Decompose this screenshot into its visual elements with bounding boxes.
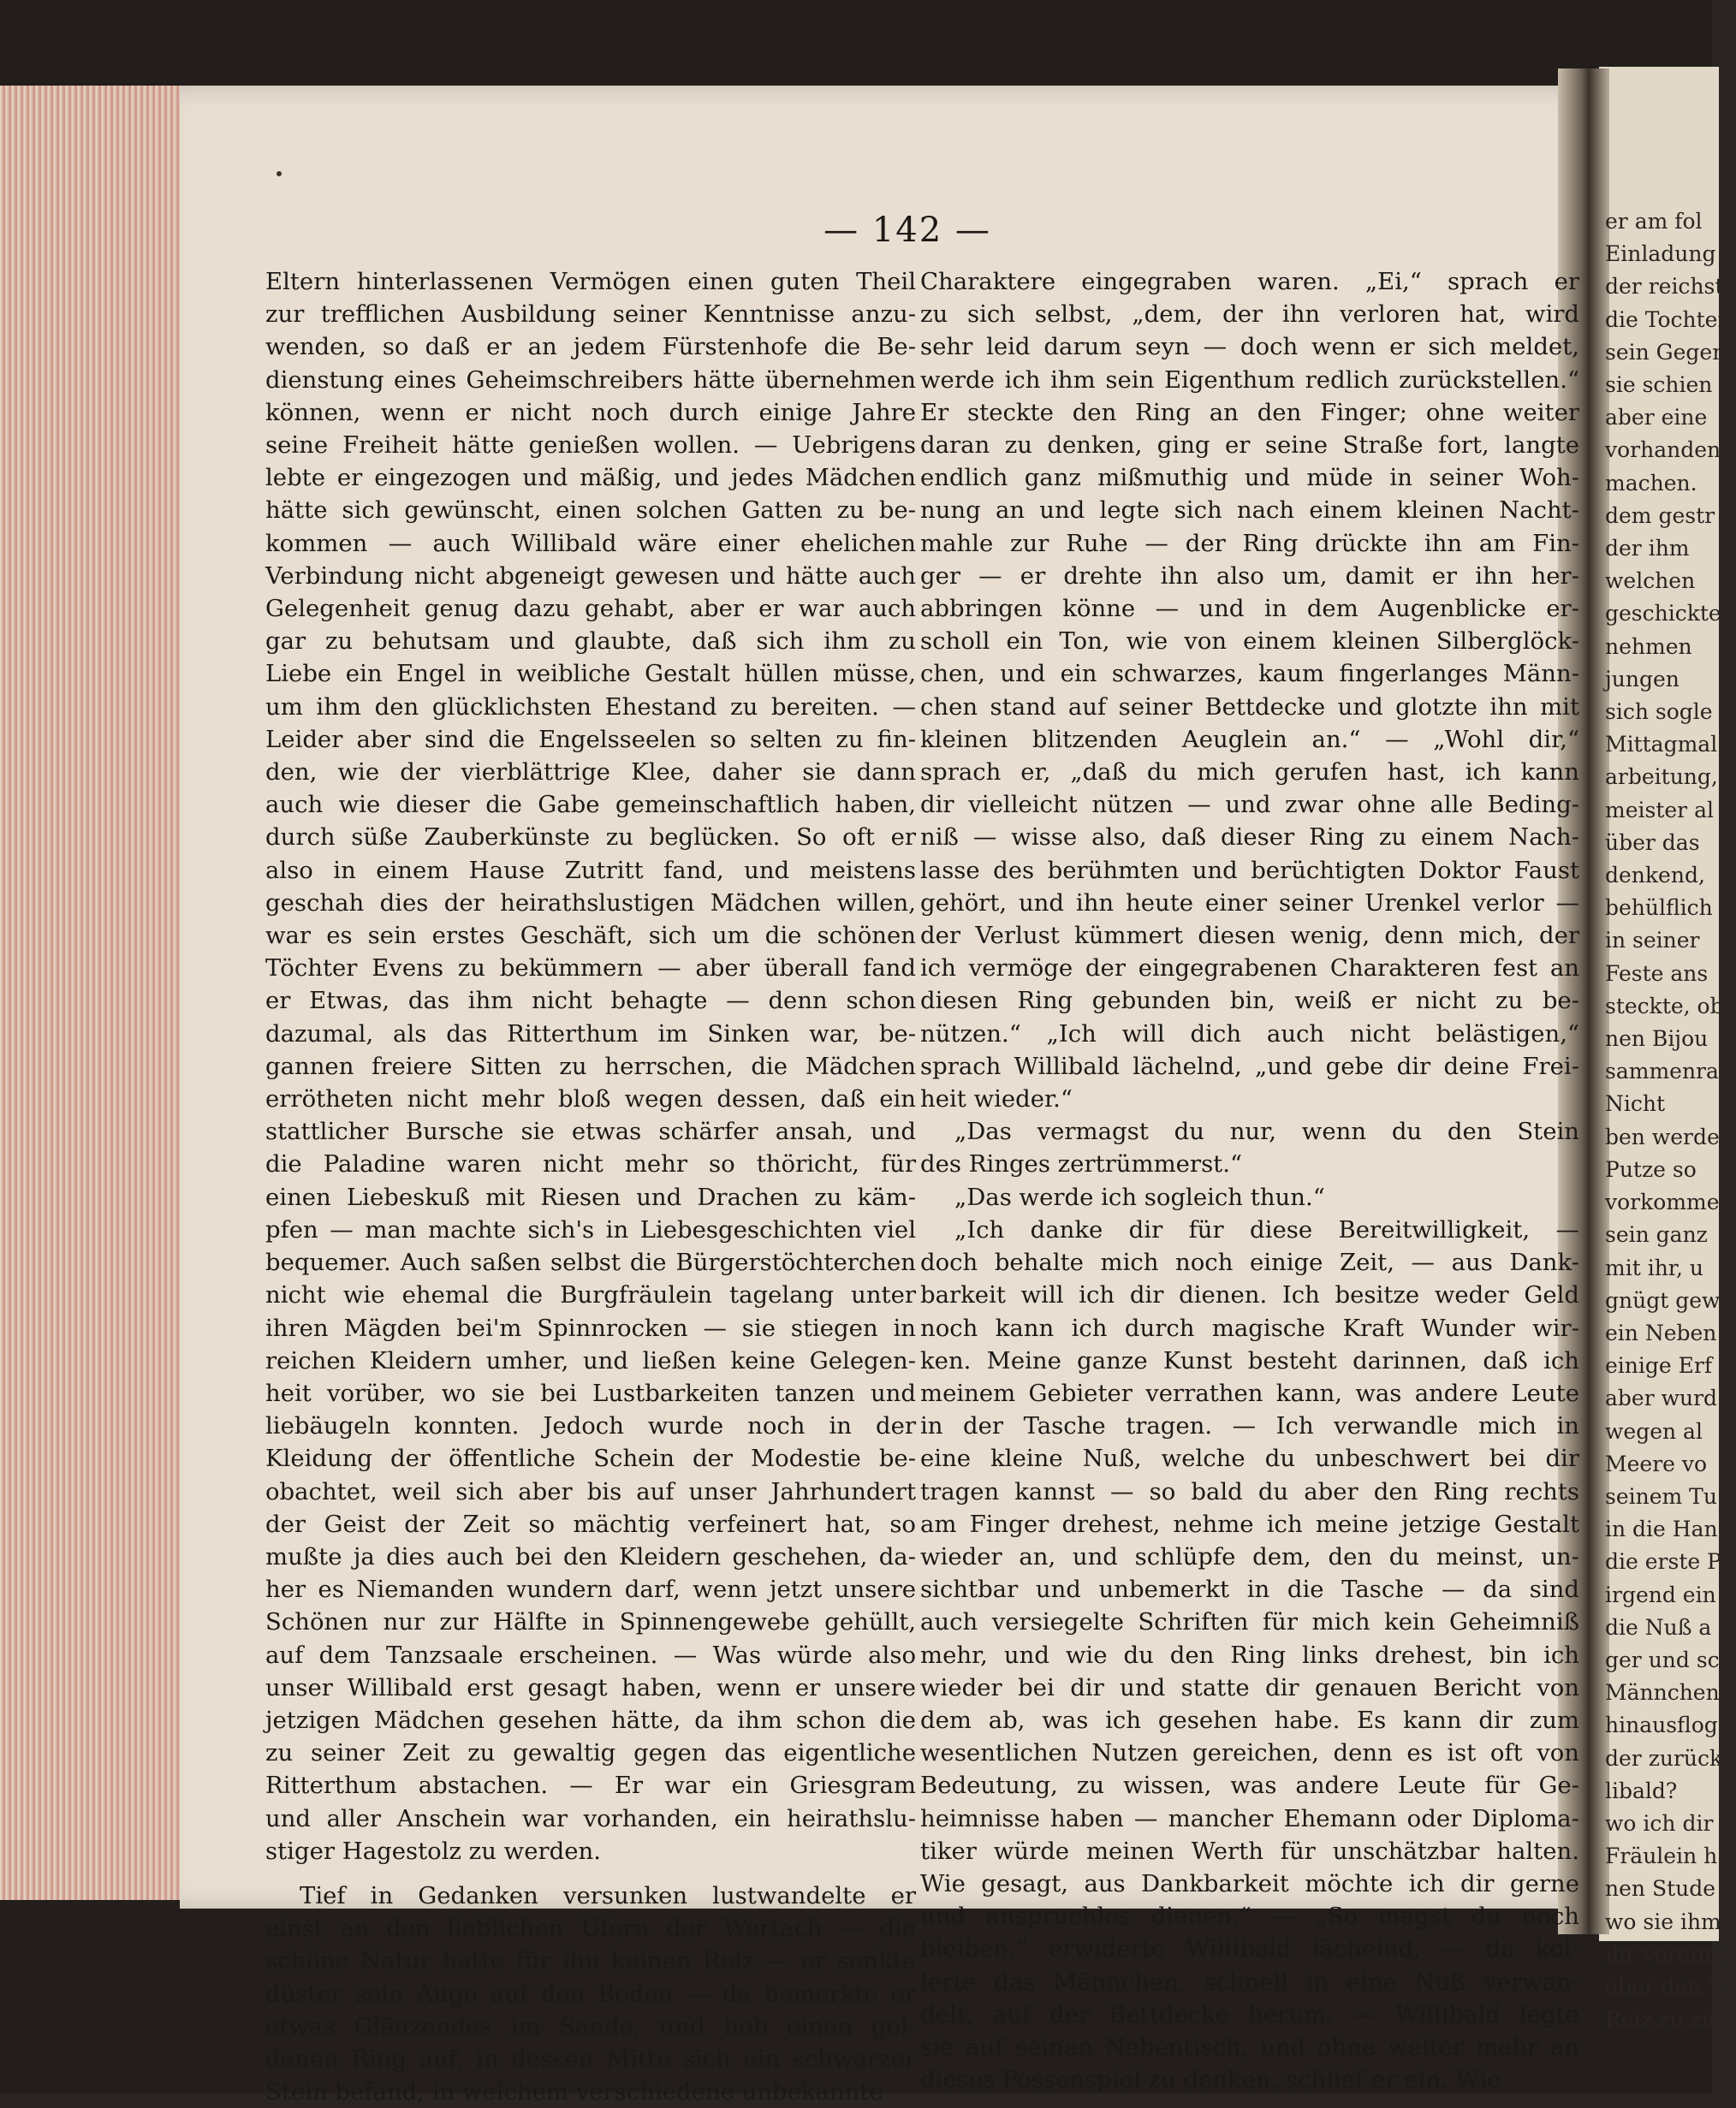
- text-line: errötheten nicht mehr bloß wegen dessen, daß ein: [265, 1085, 916, 1113]
- text-line: sehr leid darum seyn — doch wenn er sich meldet,: [920, 333, 1579, 361]
- text-line: Nicht: [1605, 1091, 1666, 1117]
- text-line: chen, und ein schwarzes, kaum fingerlanges Männ-: [920, 660, 1579, 688]
- text-line: auch versiegelte Schriften für mich kein Geheimniß: [920, 1608, 1579, 1636]
- text-line: Gelegenheit genug dazu gehabt, aber er war auch: [265, 595, 916, 623]
- text-line: am Finger drehest, nehme ich meine jetzige Gestalt: [920, 1510, 1579, 1538]
- text-line: in die Han: [1605, 1517, 1718, 1542]
- text-line: wegen al: [1605, 1418, 1703, 1444]
- text-line: war es sein erstes Geschäft, sich um die schönen: [265, 922, 916, 950]
- text-line: sie schien: [1605, 372, 1713, 398]
- text-line: durch süße Zauberkünste zu beglücken. So oft er: [265, 823, 916, 852]
- text-line: ger und sch: [1605, 1647, 1733, 1672]
- text-line: obachtet, weil sich aber bis auf unser Jahrhundert: [265, 1477, 916, 1505]
- text-line: mußte ja dies auch bei den Kleidern geschehen, da-: [265, 1542, 916, 1571]
- text-line: sammenraf: [1605, 1059, 1727, 1084]
- text-line: geschickte: [1605, 601, 1721, 626]
- text-line: unser Willibald erst gesagt haben, wenn er unsere: [265, 1673, 916, 1701]
- text-line: düster sein Auge auf den Boden — da bemerkte er: [265, 1980, 916, 2008]
- text-line: wieder an, und schlüpfe dem, den du meinst, un-: [920, 1542, 1579, 1571]
- text-line: meister al: [1605, 797, 1714, 822]
- text-line: den, wie der vierblättrige Klee, daher sie dann: [265, 758, 916, 787]
- text-line: die erste P: [1605, 1549, 1721, 1575]
- text-line: tragen kannst — so bald du aber den Ring rechts: [920, 1477, 1579, 1505]
- text-line: nung an und legte sich nach einem kleinen Nacht-: [920, 496, 1579, 525]
- text-line: die Paladine waren nicht mehr so thöricht, für: [265, 1150, 916, 1179]
- text-line: Kleidung der öffentliche Schein der Modestie be-: [265, 1445, 916, 1473]
- text-line: Ritterthum abstachen. — Er war ein Griesgram: [265, 1772, 916, 1800]
- text-line: dem gestr: [1605, 502, 1715, 528]
- text-line: also in einem Hause Zutritt fand, und meistens: [265, 856, 916, 884]
- text-line: einige Erf: [1605, 1353, 1713, 1379]
- text-line: „Das vermagst du nur, wenn du den Stein: [954, 1118, 1579, 1146]
- text-line: der reichste: [1605, 274, 1736, 300]
- text-line: sichtbar und unbemerkt in die Tasche — da sind: [920, 1576, 1579, 1604]
- text-line: heimnisse haben — mancher Ehemann oder Diploma-: [920, 1804, 1579, 1832]
- text-line: barkeit will ich dir dienen. Ich besitze weder Geld: [920, 1281, 1579, 1309]
- text-line: zu seiner Zeit zu gewaltig gegen das eigentliche: [265, 1739, 916, 1767]
- text-line: Er steckte den Ring an den Finger; ohne weiter: [920, 398, 1579, 426]
- text-line: „Das werde ich sogleich thun.“: [954, 1183, 1325, 1211]
- text-line: aber wurd: [1605, 1386, 1718, 1411]
- text-line: diesen Ring gebunden bin, weiß er nicht zu be-: [920, 987, 1579, 1015]
- text-line: tiker würde meinen Werth für unschätzbar halten.: [920, 1837, 1579, 1865]
- text-line: und aller Anschein war vorhanden, ein heirathslu-: [265, 1804, 916, 1832]
- text-line: jungen: [1605, 666, 1680, 692]
- text-line: aber den N: [1605, 1974, 1727, 1999]
- text-line: Tief in Gedanken versunken lustwandelte er: [300, 1881, 916, 1909]
- text-line: nen Stude: [1605, 1876, 1716, 1902]
- text-line: noch kann ich durch magische Kraft Wunder wir-: [920, 1314, 1579, 1342]
- text-line: über das: [1605, 829, 1700, 855]
- text-line: nen Bijou: [1605, 1026, 1709, 1052]
- text-line: wieder bei dir und statte dir genauen Bericht von: [920, 1673, 1579, 1701]
- text-line: dienstung eines Geheimschreibers hätte übernehmen: [265, 365, 916, 394]
- text-line: um ihm den glücklichsten Ehestand zu bereiten. —: [265, 692, 916, 721]
- text-line: welchen: [1605, 568, 1696, 594]
- text-line: scholl ein Ton, wie von einem kleinen Silberglöck-: [920, 627, 1579, 656]
- text-line: sprach er, „daß du mich gerufen hast, ich kann: [920, 758, 1579, 787]
- text-line: ein Neben: [1605, 1320, 1717, 1345]
- text-line: auch wie dieser die Gabe gemeinschaftlich haben,: [265, 791, 916, 819]
- text-line: eine kleine Nuß, welche du unbeschwert bei dir: [920, 1445, 1579, 1473]
- text-line: gnügt gew: [1605, 1287, 1721, 1313]
- text-line: werde ich ihm sein Eigenthum redlich zurückstellen.“: [920, 365, 1579, 394]
- text-line: delt, auf der Bettdecke herum. — Willibald legte: [920, 2000, 1579, 2028]
- text-line: mehr, und wie du den Ring links drehest, bin ich: [920, 1641, 1579, 1669]
- text-line: mit ihr, u: [1605, 1255, 1703, 1280]
- right-page-margin-text: [1605, 205, 1736, 2036]
- text-line: sie auf seinen Nebentisch, und ohne weiter mehr an: [920, 2033, 1579, 2061]
- text-line: Leider aber sind die Engelsseelen so selten zu fin-: [265, 725, 916, 753]
- text-line: dem ab, was ich gesehen habe. Es kann dir zum: [920, 1706, 1579, 1734]
- text-line: wo sie ihm: [1605, 1909, 1721, 1934]
- text-line: vorhanden: [1605, 437, 1721, 463]
- text-line: her es Niemanden wundern darf, wenn jetzt unsere: [265, 1576, 916, 1604]
- text-line: heit wieder.“: [920, 1085, 1073, 1113]
- text-line: wenden, so daß er an jedem Fürstenhofe die Be-: [265, 333, 916, 361]
- text-line: bequemer. Auch saßen selbst die Bürgerstöchterchen: [265, 1249, 916, 1277]
- text-line: ger — er drehte ihn also um, damit er ihn her-: [920, 561, 1579, 590]
- text-line: ben werde: [1605, 1124, 1720, 1149]
- text-line: mahle zur Ruhe — der Ring drückte ihn am Fin-: [920, 529, 1579, 557]
- text-line: Männchen: [1605, 1680, 1720, 1706]
- text-line: gehört, und ihn heute einer seiner Urenkel verlor —: [920, 888, 1579, 917]
- text-line: endlich ganz mißmuthig und müde in seiner Woh-: [920, 464, 1579, 492]
- text-line: stiger Hagestolz zu werden.: [265, 1837, 601, 1865]
- page-edges: [0, 86, 186, 1900]
- text-line: Mittagmal: [1605, 732, 1718, 757]
- text-line: in seiner: [1605, 928, 1700, 953]
- text-line: Meere vo: [1605, 1451, 1708, 1476]
- text-line: aber eine: [1605, 405, 1708, 431]
- text-line: dazumal, als das Ritterthum im Sinken war, be-: [265, 1019, 916, 1048]
- text-line: liebäugeln konnten. Jedoch wurde noch in der: [265, 1412, 916, 1440]
- page-number: — 142 —: [823, 211, 991, 250]
- text-line: Bedeutung, zu wissen, was andere Leute für Ge-: [920, 1772, 1579, 1800]
- text-line: wesentlichen Nutzen gereichen, denn es ist oft von: [920, 1739, 1579, 1767]
- text-line: machen.: [1605, 470, 1697, 496]
- text-line: und anspruchlos dienen.“ — „So magst du noch: [920, 1903, 1579, 1931]
- text-line: „Ich danke dir für diese Bereitwilligkeit, —: [954, 1215, 1579, 1244]
- text-line: der ihm: [1605, 536, 1690, 561]
- text-line: der Verlust kümmert diesen wenig, denn mich, der: [920, 922, 1579, 950]
- text-line: er Etwas, das ihm nicht behagte — denn schon: [265, 987, 916, 1015]
- text-line: kleinen blitzenden Aeuglein an.“ — „Wohl dir,“: [920, 725, 1579, 753]
- text-line: meinem Gebieter verrathen kann, was andere Leute: [920, 1379, 1579, 1407]
- text-line: kommen — auch Willibald wäre einer ehelichen: [265, 529, 916, 557]
- text-line: der Geist der Zeit so mächtig verfeinert hat, so: [265, 1510, 916, 1538]
- text-line: in der Tasche tragen. — Ich verwandle mich in: [920, 1412, 1579, 1440]
- text-line: ken. Meine ganze Kunst besteht darinnen, daß ich: [920, 1346, 1579, 1375]
- text-line: Fräulein h: [1605, 1844, 1718, 1869]
- text-line: Liebe ein Engel in weibliche Gestalt hüllen müsse,: [265, 660, 916, 688]
- text-line: behülflich: [1605, 895, 1713, 921]
- text-line: ihren Mägden bei'm Spinnrocken — sie stiegen in: [265, 1314, 916, 1342]
- text-line: sich sogle: [1605, 699, 1713, 725]
- text-line: irgend ein: [1605, 1582, 1716, 1607]
- text-line: nützen.“ „Ich will dich auch nicht belästigen,“: [920, 1019, 1579, 1048]
- text-line: lebte er eingezogen und mäßig, und jedes Mädchen: [265, 464, 916, 492]
- text-line: dieses Possenspiel zu denken, schlief er ein. Wie: [920, 2066, 1501, 2094]
- text-line: Wie gesagt, aus Dankbarkeit möchte ich dir gerne: [920, 1869, 1579, 1897]
- text-line: Eltern hinterlassenen Vermögen einen guten Theil: [265, 268, 916, 295]
- text-line: Einladung: [1605, 241, 1716, 267]
- text-line: abbringen könne — und in dem Augenblicke er-: [920, 595, 1579, 623]
- text-line: Charaktere eingegraben waren. „Ei,“ sprach er: [920, 268, 1579, 295]
- text-line: bleiben,“ erwiderte Willibald lächelnd, — da kol-: [920, 1935, 1579, 1963]
- text-line: denkend,: [1605, 863, 1705, 888]
- text-line: niß — wisse also, daß dieser Ring zu einem Nach-: [920, 823, 1579, 852]
- text-line: der zurück.: [1605, 1745, 1730, 1771]
- text-line: denen Ring auf, in dessen Mitte sich ein schwarzer: [265, 2045, 916, 2073]
- ink-dot: [276, 171, 282, 176]
- text-line: seinem Tu: [1605, 1483, 1717, 1509]
- text-line: hinausflog.: [1605, 1713, 1725, 1738]
- text-line: nicht wie ehemal die Burgfräulein tagelang unter: [265, 1281, 916, 1309]
- text-line: schöne Natur hatte für ihn keinen Reiz — er senkte: [265, 1947, 916, 1975]
- text-line: Reiz zu zieh: [1605, 2007, 1736, 2033]
- text-line: libald?: [1605, 1778, 1678, 1803]
- text-line: sein Gegen: [1605, 339, 1727, 365]
- text-line: sein ganz: [1605, 1222, 1708, 1248]
- text-line: einen Liebeskuß mit Riesen und Drachen zu käm-: [265, 1183, 916, 1211]
- text-line: arbeitung,: [1605, 764, 1718, 790]
- text-line: Schönen nur zur Hälfte in Spinnengewebe gehüllt,: [265, 1608, 916, 1636]
- paragraph-gap: [265, 1868, 916, 1879]
- text-line: seine Freiheit hätte genießen wollen. — Uebrigens: [265, 431, 916, 460]
- text-line: ich vermöge der eingegrabenen Charakteren fest an: [920, 954, 1579, 983]
- text-line: die Nuß a: [1605, 1614, 1712, 1640]
- text-line: etwas Glänzendes im Sande, und hob einen gol-: [265, 2012, 916, 2040]
- text-line: pfen — man machte sich's in Liebesgeschichten viel: [265, 1215, 916, 1244]
- text-line: Verbindung nicht abgeneigt gewesen und hätte auch: [265, 561, 916, 590]
- text-line: nehmen: [1605, 633, 1692, 659]
- text-line: sprach Willibald lächelnd, „und gebe dir deine Frei-: [920, 1052, 1579, 1080]
- text-line: einst an den lieblichen Ufern der Wertach — die: [265, 1915, 916, 1943]
- text-line: er am fol: [1605, 209, 1703, 234]
- text-line: des Ringes zertrümmerst.“: [920, 1150, 1243, 1179]
- text-line: heit vorüber, wo sie bei Lustbarkeiten tanzen und: [265, 1379, 916, 1407]
- text-line: Stein befand, in welchem verschiedene unbekannte: [265, 2078, 883, 2106]
- text-line: vorkommen: [1605, 1190, 1733, 1215]
- text-line: jetzigen Mädchen gesehen hätte, da ihm schon die: [265, 1706, 916, 1734]
- text-line: steckte, ob: [1605, 993, 1724, 1018]
- right-text-column: [920, 265, 1579, 2096]
- text-line: stattlicher Bursche sie etwas schärfer ansah, und: [265, 1118, 916, 1146]
- text-line: ihr vereinig: [1605, 1941, 1732, 1967]
- text-line: daran zu denken, ging er seine Straße fort, langte: [920, 431, 1579, 460]
- text-line: reichen Kleidern umher, und ließen keine Gelegen-: [265, 1346, 916, 1375]
- text-line: zur trefflichen Ausbildung seiner Kenntnisse anzu-: [265, 300, 916, 329]
- text-line: dir vielleicht nützen — und zwar ohne alle Beding-: [920, 791, 1579, 819]
- text-line: chen stand auf seiner Bettdecke und glotzte ihn mit: [920, 692, 1579, 721]
- text-line: Feste ans: [1605, 960, 1709, 986]
- text-line: lasse des berühmten und berüchtigten Doktor Faust: [920, 856, 1579, 884]
- text-line: wo ich dir: [1605, 1810, 1714, 1836]
- text-line: Putze so: [1605, 1156, 1697, 1182]
- text-line: auf dem Tanzsaale erscheinen. — Was würde also: [265, 1641, 916, 1669]
- text-line: gar zu behutsam und glaubte, daß sich ihm zu: [265, 627, 916, 656]
- left-text-column: [265, 265, 916, 2108]
- text-line: können, wenn er nicht noch durch einige Jahre: [265, 398, 916, 426]
- text-line: die Tochter: [1605, 306, 1728, 332]
- text-line: Töchter Evens zu bekümmern — aber überall fand: [265, 954, 916, 983]
- text-line: doch behalte mich noch einige Zeit, — aus Dank-: [920, 1249, 1579, 1277]
- text-line: hätte sich gewünscht, einen solchen Gatten zu be-: [265, 496, 916, 525]
- text-line: lerte das Männchen, schnell in eine Nuß verwan-: [920, 1968, 1579, 1996]
- text-line: geschah dies der heirathslustigen Mädchen willen,: [265, 888, 916, 917]
- text-line: zu sich selbst, „dem, der ihn verloren hat, wird: [920, 300, 1579, 329]
- text-line: gannen freiere Sitten zu herrschen, die Mädchen: [265, 1052, 916, 1080]
